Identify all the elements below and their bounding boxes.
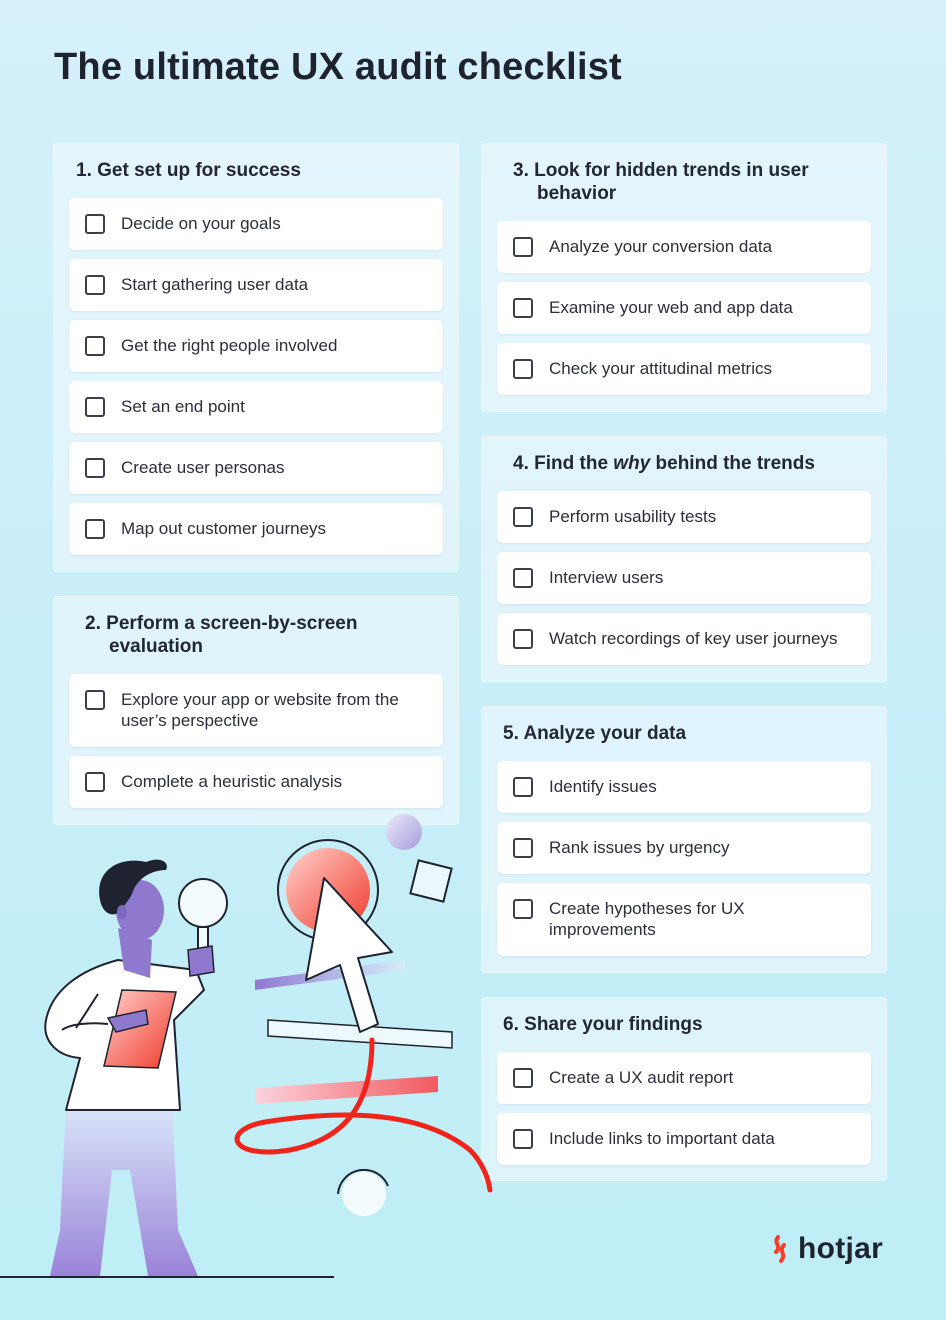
hotjar-brand [768, 1232, 883, 1266]
person-raised-hand [188, 946, 214, 976]
auditor-illustration [0, 810, 500, 1290]
item-label: Start gathering user data [121, 275, 309, 294]
checkbox[interactable] [85, 336, 105, 356]
item-label: Check your attitudinal metrics [549, 359, 772, 378]
item-label: Perform usability tests [549, 507, 717, 526]
small-bubble [342, 1172, 386, 1216]
section-analyze-data [481, 706, 887, 973]
checklist-item[interactable] [497, 343, 871, 395]
brand-name: hotjar [798, 1232, 884, 1265]
hotjar-logo-icon [768, 1235, 792, 1263]
item-label: Watch recordings of key user journeys [549, 629, 838, 648]
section-find-why [481, 436, 887, 682]
emphasis-why: why [613, 453, 651, 474]
checkbox[interactable] [513, 568, 533, 588]
checkbox[interactable] [513, 838, 533, 858]
checklist-item[interactable] [497, 883, 871, 956]
checklist-item[interactable] [497, 761, 871, 813]
checklist-item[interactable] [497, 282, 871, 334]
section-screen-evaluation [53, 596, 459, 825]
checkbox[interactable] [85, 397, 105, 417]
item-label: Explore your app or website from the user’s perspective [121, 690, 399, 730]
checkbox[interactable] [85, 458, 105, 478]
item-label: Identify issues [549, 777, 657, 796]
item-label: Rank issues by urgency [549, 838, 730, 857]
checklist-item[interactable] [69, 442, 443, 494]
checklist-item[interactable] [69, 756, 443, 808]
person-pants [50, 1100, 198, 1276]
checkbox[interactable] [85, 214, 105, 234]
checklist-item[interactable] [497, 552, 871, 604]
item-label: Interview users [549, 568, 664, 587]
checkbox[interactable] [513, 899, 533, 919]
checkbox[interactable] [513, 237, 533, 257]
checklist-item[interactable] [69, 320, 443, 372]
magnifier-lens [179, 879, 227, 927]
checkbox[interactable] [513, 507, 533, 527]
item-label: Include links to important data [549, 1129, 775, 1148]
checkbox[interactable] [513, 1068, 533, 1088]
section-share-findings [481, 997, 887, 1181]
checklist-item[interactable] [497, 1052, 871, 1104]
checklist-item[interactable] [497, 613, 871, 665]
checkbox[interactable] [85, 519, 105, 539]
checklist-item[interactable] [69, 381, 443, 433]
section-title: 1. Get set up for success [76, 160, 301, 181]
checklist-item[interactable] [497, 491, 871, 543]
checklist-item[interactable] [69, 503, 443, 555]
item-label: Decide on your goals [121, 214, 281, 233]
checklist-item[interactable] [497, 822, 871, 874]
checklist-item[interactable] [69, 198, 443, 250]
checkbox[interactable] [85, 275, 105, 295]
checklist-item[interactable] [69, 259, 443, 311]
item-label: Set an end point [121, 397, 245, 416]
item-label: Get the right people involved [121, 336, 338, 355]
section-title: 4. Find the why behind the trends [513, 453, 815, 474]
floating-square [410, 860, 451, 901]
item-label: Complete a heuristic analysis [121, 772, 343, 791]
pink-bar [255, 1076, 438, 1104]
section-title: 2. Perform a screen-by-screen evaluation [85, 613, 358, 657]
checkbox[interactable] [513, 629, 533, 649]
person-ear [117, 905, 127, 919]
section-title: 6. Share your findings [503, 1014, 703, 1035]
floating-orb [386, 814, 422, 850]
section-title: 3. Look for hidden trends in user behavior [513, 160, 809, 204]
checkbox[interactable] [85, 772, 105, 792]
item-label: Map out customer journeys [121, 519, 327, 538]
checklist-item[interactable] [69, 674, 443, 747]
section-hidden-trends [481, 143, 887, 412]
checklist-item[interactable] [497, 221, 871, 273]
section-get-set-up [53, 143, 459, 572]
item-label: Examine your web and app data [549, 298, 793, 317]
checkbox[interactable] [513, 1129, 533, 1149]
checkbox[interactable] [513, 359, 533, 379]
checkbox[interactable] [513, 298, 533, 318]
item-label: Create a UX audit report [549, 1068, 734, 1087]
page-title: The ultimate UX audit checklist [54, 46, 622, 88]
checkbox[interactable] [85, 690, 105, 710]
red-squiggle [237, 1040, 490, 1190]
checkbox[interactable] [513, 777, 533, 797]
item-label: Create hypotheses for UX improvements [549, 899, 745, 939]
item-label: Create user personas [121, 458, 285, 477]
section-title: 5. Analyze your data [503, 723, 687, 744]
item-label: Analyze your conversion data [549, 237, 773, 256]
checklist-item[interactable] [497, 1113, 871, 1165]
